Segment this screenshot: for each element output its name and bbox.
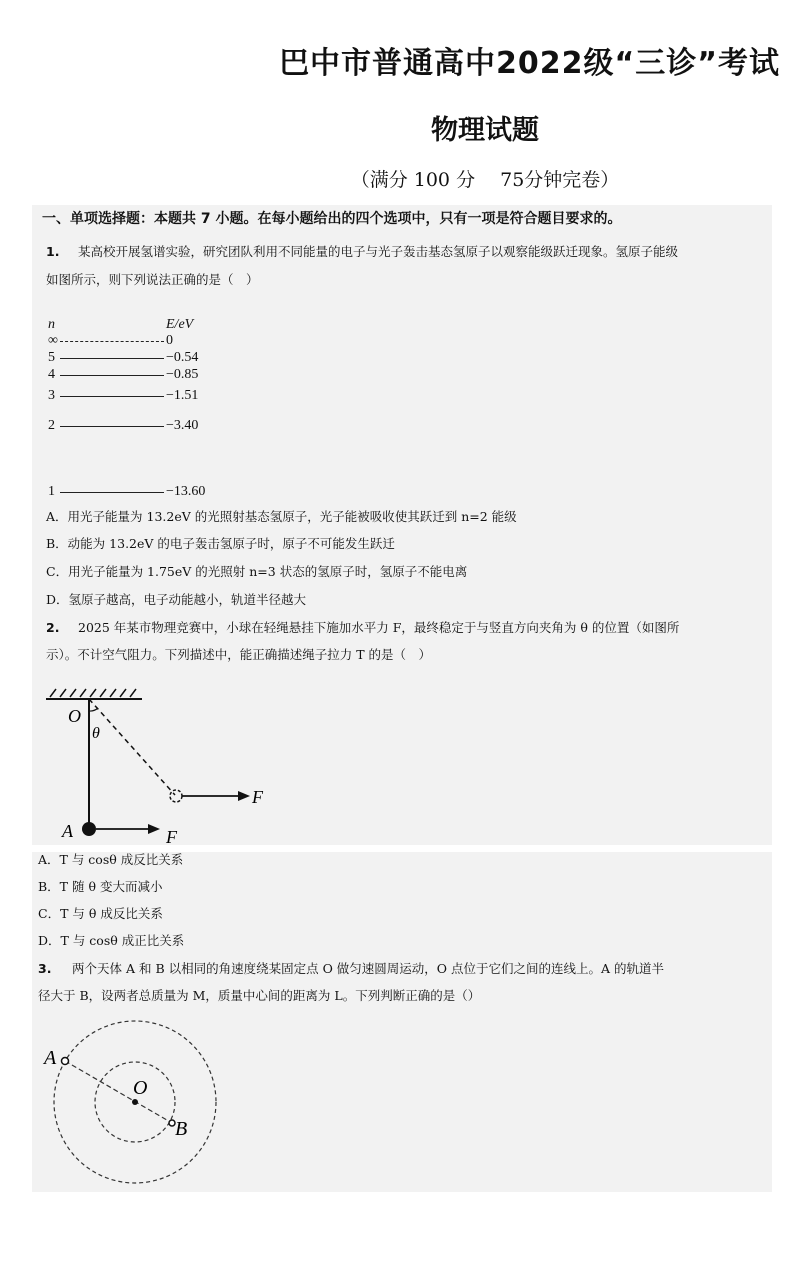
q1-stem-line2: 如图所示，则下列说法正确的是（ ）	[46, 272, 259, 287]
level-n-5: 5	[48, 350, 55, 365]
connecting-line	[65, 1061, 172, 1123]
col-e-label: E/eV	[166, 317, 194, 332]
score-info: （满分 100 分 75分钟完卷）	[350, 169, 620, 191]
q2-number: 2.	[46, 620, 60, 635]
q1-option-d: D．氢原子越高，电子动能越小，轨道半径越大	[46, 592, 307, 607]
level-e-inf: 0	[166, 333, 173, 348]
label-b: B	[175, 1118, 188, 1140]
q3-stem-line1: 两个天体 A 和 B 以相同的角速度绕某固定点 O 做匀速圆周运动，O 点位于它们之间的连线上。A 的轨道半	[72, 961, 665, 976]
theta-arc	[89, 708, 98, 711]
level-e-3: −1.51	[166, 388, 199, 403]
q2-option-a: A．T 与 cosθ 成反比关系	[38, 852, 184, 867]
level-n-2: 2	[48, 418, 55, 433]
label-a: A	[44, 1047, 57, 1069]
ball-deflected	[170, 790, 182, 802]
level-e-5: −0.54	[166, 350, 199, 365]
ceiling-hatch	[50, 689, 136, 697]
level-n-1: 1	[48, 484, 55, 499]
label-f-bottom: F	[166, 827, 177, 845]
body-a	[62, 1058, 69, 1065]
page-title: 巴中市普通高中2022级“三诊”考试	[279, 46, 780, 81]
level-n-4: 4	[48, 367, 55, 382]
level-line-inf	[60, 341, 164, 342]
level-line-5	[60, 358, 164, 359]
center-o	[132, 1099, 138, 1105]
question-panel-2	[32, 852, 772, 1192]
level-line-3	[60, 396, 164, 397]
label-o: O	[68, 706, 81, 726]
level-line-2	[60, 426, 164, 427]
q1-option-b: B．动能为 13.2eV 的电子轰击氢原子时，原子不可能发生跃迁	[46, 536, 395, 551]
q2-option-c: C．T 与 θ 成反比关系	[38, 906, 163, 921]
q1-option-c: C．用光子能量为 1.75eV 的光照射 n=3 状态的氢原子时，氢原子不能电离	[46, 564, 468, 579]
exam-subject: 物理试题	[431, 115, 539, 146]
label-f-top: F	[252, 787, 263, 807]
q2-stem-line1: 2025 年某市物理竞赛中，小球在轻绳悬挂下施加水平力 F，最终稳定于与竖直方向夹角为 θ 的位置（如图所	[78, 620, 680, 635]
question-panel-1	[32, 205, 772, 845]
q2-option-b: B．T 随 θ 变大而减小	[38, 879, 163, 894]
ball-a	[82, 822, 96, 836]
label-theta: θ	[92, 725, 100, 742]
col-n-label: n	[48, 317, 55, 332]
q3-stem-line2: 径大于 B，设两者总质量为 M，质量中心间的距离为 L。下列判断正确的是（）	[38, 988, 481, 1003]
orbit-diagram	[32, 1017, 232, 1189]
level-line-4	[60, 375, 164, 376]
force-arrowhead-bottom	[148, 824, 160, 834]
level-n-3: 3	[48, 388, 55, 403]
level-e-4: −0.85	[166, 367, 199, 382]
level-e-1: −13.60	[166, 484, 206, 499]
label-a: A	[62, 821, 73, 841]
level-line-1	[60, 492, 164, 493]
force-arrowhead-top	[238, 791, 250, 801]
section-heading: 一、单项选择题：本题共 7 小题。在每小题给出的四个选项中，只有一项是符合题目要求的。	[42, 211, 622, 227]
level-e-2: −3.40	[166, 418, 199, 433]
q1-number: 1.	[46, 244, 60, 259]
label-o: O	[133, 1077, 148, 1099]
q2-option-d: D．T 与 cosθ 成正比关系	[38, 933, 185, 948]
pendulum-diagram	[32, 683, 292, 845]
q1-option-a: A．用光子能量为 13.2eV 的光照射基态氢原子，光子能被吸收使其跃迁到 n=2 能级	[46, 509, 517, 524]
q2-stem-line2: 示）。不计空气阻力。下列描述中，能正确描述绳子拉力 T 的是（ ）	[46, 647, 432, 662]
q1-stem-line1: 某高校开展氢谱实验，研究团队利用不同能量的电子与光子轰击基态氢原子以观察能级跃迁现象。氢原子能级	[78, 244, 679, 259]
q3-number: 3.	[38, 961, 52, 976]
deflected-rope	[89, 699, 175, 795]
level-n-inf: ∞	[48, 333, 58, 348]
